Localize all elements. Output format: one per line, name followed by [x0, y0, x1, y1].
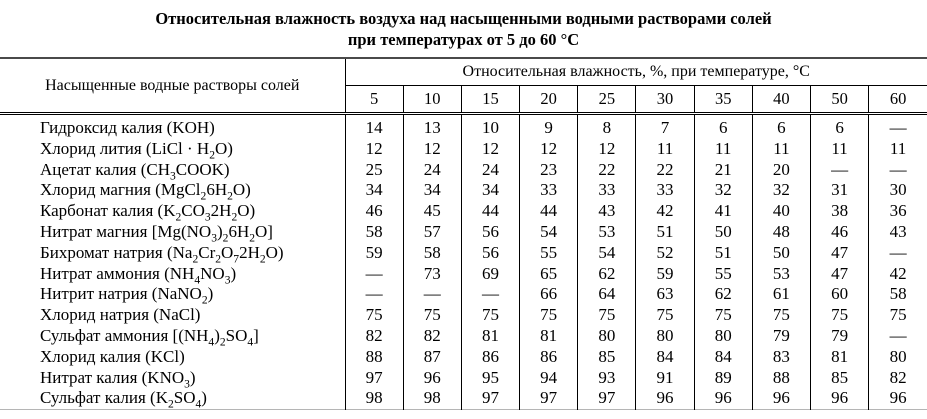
header-row-group — [0, 58, 927, 86]
table-header — [0, 58, 927, 114]
salt-name-cell: Нитрат магния $[Mg(NO_3)_26H_2O]$ — [40, 221, 273, 245]
table-row — [0, 347, 927, 368]
humidity-value-cell: 59 — [345, 243, 403, 264]
humidity-value-cell: 93 — [578, 368, 636, 389]
column-header-humidity-group: Относительная влажность, %, при температуре, °С — [345, 58, 927, 86]
humidity-value-cell: 60 — [811, 284, 869, 305]
humidity-value-cell: 80 — [694, 326, 752, 347]
humidity-value-cell: 42 — [636, 201, 694, 222]
table-row — [0, 114, 927, 139]
humidity-value-cell: 33 — [578, 180, 636, 201]
salt-name-cell: Хлорид магния $(MgCl_26H_2O)$ — [40, 180, 251, 203]
humidity-value-cell: 80 — [578, 326, 636, 347]
humidity-value-cell: — — [403, 284, 461, 305]
table-row — [0, 264, 927, 285]
humidity-value-cell: 12 — [461, 139, 519, 160]
salt-name-cell: Гидроксид калия (KOH) — [40, 118, 215, 137]
humidity-value-cell: 8 — [578, 114, 636, 139]
humidity-value-cell: 31 — [811, 180, 869, 201]
humidity-value-cell: 11 — [694, 139, 752, 160]
salt-name-cell: Хлорид лития (LiCl · $H_2O$) — [40, 138, 233, 162]
temperature-header-10: 10 — [403, 86, 461, 114]
humidity-value-cell: 61 — [752, 284, 810, 305]
title-line-2: при температурах от 5 до 60 °С — [347, 30, 580, 49]
humidity-value-cell: 46 — [811, 222, 869, 243]
temperature-header-60: 60 — [869, 86, 927, 114]
humidity-value-cell: 79 — [752, 326, 810, 347]
temperature-header-20: 20 — [520, 86, 578, 114]
temperature-header-25: 25 — [578, 86, 636, 114]
humidity-value-cell: 44 — [461, 201, 519, 222]
table-row — [0, 305, 927, 326]
humidity-value-cell: 83 — [752, 347, 810, 368]
humidity-value-cell: 53 — [752, 264, 810, 285]
humidity-value-cell: 44 — [520, 201, 578, 222]
humidity-value-cell: 96 — [869, 388, 927, 409]
humidity-value-cell: 97 — [345, 368, 403, 389]
humidity-value-cell: 12 — [345, 139, 403, 160]
humidity-value-cell: 80 — [869, 347, 927, 368]
humidity-value-cell: 64 — [578, 284, 636, 305]
humidity-value-cell: 24 — [461, 160, 519, 181]
humidity-value-cell: 97 — [461, 388, 519, 409]
humidity-value-cell: 95 — [461, 368, 519, 389]
humidity-value-cell: 24 — [403, 160, 461, 181]
salt-name-cell: Нитрат аммония $(NH_4NO_3)$ — [40, 263, 237, 286]
humidity-value-cell: 10 — [461, 114, 519, 139]
humidity-value-cell: 23 — [520, 160, 578, 181]
humidity-value-cell: 62 — [694, 284, 752, 305]
humidity-value-cell: 63 — [636, 284, 694, 305]
humidity-value-cell: 33 — [636, 180, 694, 201]
humidity-value-cell: 56 — [461, 243, 519, 264]
humidity-value-cell: 40 — [752, 201, 810, 222]
humidity-value-cell: 96 — [403, 368, 461, 389]
humidity-value-cell: 66 — [520, 284, 578, 305]
humidity-value-cell: 6 — [694, 114, 752, 139]
humidity-value-cell: 12 — [578, 139, 636, 160]
humidity-value-cell: 20 — [752, 160, 810, 181]
humidity-value-cell: — — [811, 160, 869, 181]
humidity-value-cell: 55 — [694, 264, 752, 285]
humidity-value-cell: 25 — [345, 160, 403, 181]
humidity-value-cell: 45 — [403, 201, 461, 222]
humidity-value-cell: 88 — [345, 347, 403, 368]
humidity-value-cell: 53 — [578, 222, 636, 243]
humidity-value-cell: 80 — [636, 326, 694, 347]
humidity-value-cell: 73 — [403, 264, 461, 285]
humidity-value-cell: 6 — [752, 114, 810, 139]
humidity-value-cell: 14 — [345, 114, 403, 139]
humidity-value-cell: 36 — [869, 201, 927, 222]
humidity-value-cell: 82 — [345, 326, 403, 347]
humidity-value-cell: 13 — [403, 114, 461, 139]
page-title — [0, 0, 927, 50]
table-row — [0, 201, 927, 222]
humidity-value-cell: 34 — [345, 180, 403, 201]
humidity-value-cell: 82 — [403, 326, 461, 347]
humidity-value-cell: 21 — [694, 160, 752, 181]
humidity-value-cell: 75 — [636, 305, 694, 326]
humidity-value-cell: 94 — [520, 368, 578, 389]
humidity-value-cell: 86 — [461, 347, 519, 368]
humidity-value-cell: 62 — [578, 264, 636, 285]
humidity-value-cell: 11 — [811, 139, 869, 160]
humidity-value-cell: 88 — [752, 368, 810, 389]
humidity-value-cell: 84 — [694, 347, 752, 368]
table-body — [0, 114, 927, 410]
humidity-value-cell: 75 — [694, 305, 752, 326]
humidity-value-cell: 50 — [752, 243, 810, 264]
humidity-value-cell: 81 — [461, 326, 519, 347]
humidity-value-cell: 58 — [869, 284, 927, 305]
table-row — [0, 284, 927, 305]
humidity-value-cell: 98 — [403, 388, 461, 409]
humidity-value-cell: 46 — [345, 201, 403, 222]
salt-name-cell: Бихромат натрия $(Na_2Cr_2O_72H_2O)$ — [40, 242, 284, 266]
humidity-value-cell: 22 — [578, 160, 636, 181]
humidity-value-cell: 42 — [869, 264, 927, 285]
humidity-value-cell: 75 — [461, 305, 519, 326]
humidity-value-cell: 11 — [869, 139, 927, 160]
humidity-value-cell: 7 — [636, 114, 694, 139]
humidity-value-cell: 48 — [752, 222, 810, 243]
humidity-value-cell: — — [869, 160, 927, 181]
humidity-value-cell: 75 — [520, 305, 578, 326]
humidity-value-cell: 30 — [869, 180, 927, 201]
table-row — [0, 243, 927, 264]
humidity-value-cell: 69 — [461, 264, 519, 285]
humidity-value-cell: 91 — [636, 368, 694, 389]
humidity-value-cell: 75 — [811, 305, 869, 326]
table-row — [0, 222, 927, 243]
column-header-solutions: Насыщенные водные растворы солей — [0, 58, 345, 114]
salt-name-cell: Сульфат аммония $[(NH_4)_2SO_4]$ — [40, 325, 259, 349]
salt-name-cell: Сульфат калия $(K_2SO_4)$ — [40, 388, 207, 411]
humidity-value-cell: 82 — [869, 368, 927, 389]
humidity-value-cell: 12 — [403, 139, 461, 160]
humidity-value-cell: 6 — [811, 114, 869, 139]
humidity-value-cell: 47 — [811, 264, 869, 285]
humidity-value-cell: 33 — [520, 180, 578, 201]
temperature-header-50: 50 — [811, 86, 869, 114]
table-row — [0, 388, 927, 409]
humidity-value-cell: 59 — [636, 264, 694, 285]
salt-name-cell: Хлорид калия (KCl) — [40, 346, 185, 366]
temperature-header-40: 40 — [752, 86, 810, 114]
salt-name-cell: Хлорид натрия (NaCl) — [40, 305, 201, 325]
humidity-value-cell: 97 — [520, 388, 578, 409]
table-row — [0, 139, 927, 160]
temperature-header-35: 35 — [694, 86, 752, 114]
humidity-value-cell: 96 — [694, 388, 752, 409]
humidity-value-cell: 38 — [811, 201, 869, 222]
humidity-value-cell: — — [461, 284, 519, 305]
temperature-header-15: 15 — [461, 86, 519, 114]
title-line-1: Относительная влажность воздуха над насыщенными водными растворами солей — [155, 9, 772, 28]
humidity-value-cell: 96 — [752, 388, 810, 409]
humidity-value-cell: 51 — [636, 222, 694, 243]
humidity-value-cell: 96 — [811, 388, 869, 409]
humidity-value-cell: 54 — [520, 222, 578, 243]
humidity-value-cell: 32 — [694, 180, 752, 201]
humidity-value-cell: 52 — [636, 243, 694, 264]
humidity-value-cell: 32 — [752, 180, 810, 201]
humidity-value-cell: 86 — [520, 347, 578, 368]
humidity-value-cell: 79 — [811, 326, 869, 347]
table-row — [0, 180, 927, 201]
humidity-value-cell: 97 — [578, 388, 636, 409]
table-row — [0, 160, 927, 181]
humidity-value-cell: 41 — [694, 201, 752, 222]
humidity-value-cell: 56 — [461, 222, 519, 243]
temperature-header-30: 30 — [636, 86, 694, 114]
humidity-value-cell: 75 — [578, 305, 636, 326]
humidity-value-cell: 89 — [694, 368, 752, 389]
humidity-value-cell: 75 — [869, 305, 927, 326]
humidity-value-cell: 75 — [752, 305, 810, 326]
humidity-value-cell: 11 — [752, 139, 810, 160]
humidity-value-cell: 85 — [811, 368, 869, 389]
humidity-value-cell: 43 — [869, 222, 927, 243]
humidity-table — [0, 57, 927, 410]
humidity-value-cell: — — [869, 243, 927, 264]
humidity-value-cell: 75 — [345, 305, 403, 326]
humidity-value-cell: 11 — [636, 139, 694, 160]
salt-name-cell: Ацетат калия $(CH_3COOK)$ — [40, 159, 230, 182]
humidity-value-cell: 34 — [403, 180, 461, 201]
humidity-value-cell: 9 — [520, 114, 578, 139]
salt-name-cell: Нитрат калия $(KNO_3)$ — [40, 367, 196, 390]
humidity-value-cell: 55 — [520, 243, 578, 264]
humidity-value-cell: 22 — [636, 160, 694, 181]
humidity-value-cell: 84 — [636, 347, 694, 368]
table-row — [0, 326, 927, 347]
table-row — [0, 368, 927, 389]
humidity-value-cell: 57 — [403, 222, 461, 243]
humidity-value-cell: 85 — [578, 347, 636, 368]
humidity-value-cell: 54 — [578, 243, 636, 264]
humidity-value-cell: — — [345, 284, 403, 305]
humidity-value-cell: 51 — [694, 243, 752, 264]
salt-name-cell: Карбонат калия $(K_2CO_32H_2O)$ — [40, 201, 256, 224]
humidity-value-cell: 47 — [811, 243, 869, 264]
humidity-value-cell: — — [869, 326, 927, 347]
humidity-value-cell: 75 — [403, 305, 461, 326]
humidity-value-cell: — — [345, 264, 403, 285]
humidity-value-cell: 50 — [694, 222, 752, 243]
humidity-value-cell: 87 — [403, 347, 461, 368]
humidity-value-cell: 96 — [636, 388, 694, 409]
humidity-value-cell: 98 — [345, 388, 403, 409]
humidity-value-cell: 58 — [403, 243, 461, 264]
salt-name-cell: Нитрит натрия (NaNO$_2$) — [40, 284, 214, 307]
humidity-value-cell: — — [869, 114, 927, 139]
humidity-value-cell: 34 — [461, 180, 519, 201]
humidity-value-cell: 65 — [520, 264, 578, 285]
humidity-value-cell: 12 — [520, 139, 578, 160]
humidity-value-cell: 43 — [578, 201, 636, 222]
humidity-value-cell: 58 — [345, 222, 403, 243]
temperature-header-5: 5 — [345, 86, 403, 114]
humidity-value-cell: 81 — [811, 347, 869, 368]
humidity-value-cell: 81 — [520, 326, 578, 347]
